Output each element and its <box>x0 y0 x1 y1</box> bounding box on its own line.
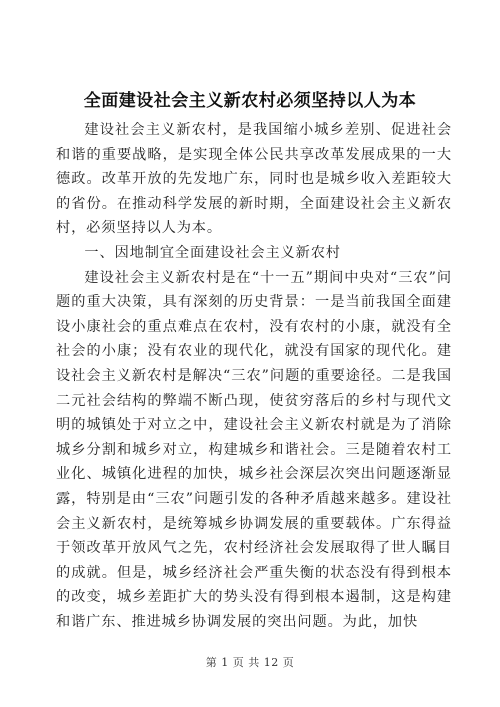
intro-paragraph: 建设社会主义新农村，是我国缩小城乡差别、促进社会和谐的重要战略，是实现全体公民共享改革发展成果的一大德政。改革开放的先发地广东，同时也是城乡收入差距较大的省份。在推动科学发展的新时期，全面建设社会主义新农村，必须坚持以人为本。 <box>56 122 452 237</box>
document-title: 全面建设社会主义新农村必须坚持以人为本 <box>83 91 417 111</box>
section-heading: 一、因地制宜全面建设社会主义新农村 <box>84 244 341 261</box>
page-number-footer: 第 1 页 共 12 页 <box>205 656 295 669</box>
body-paragraph: 建设社会主义新农村是在“十一五”期间中央对“三农”问题的重大决策，具有深刻的历史背景：一是当前我国全面建设小康社会的重点难点在农村，没有农村的小康，就没有全社会的小康；没有农业的现代化，就没有国家的现代化。建设社会主义新农村是解决“三农”问题的重要途径。二是我国二元社会结构的弊端不断凸现，使贫穷落后的乡村与现代文明的城镇处于对立之中，建设社会主义新农村就是为了消除城乡分割和城乡对立，构建城乡和谐社会。三是随着农村工业化、城镇化进程的加快，城乡社会深层次突出问题逐渐显露，特别是由“三农”问题引发的各种矛盾越来越多。建设社会主义新农村，是统筹城乡协调发展的重要载体。广东得益于领改革开放风气之先，农村经济社会发展取得了世人瞩目的成就。但是，城乡经济社会严重失衡的状态没有得到根本的改变，城乡差距扩大的势头没有得到根本遏制，这是构建和谐广东、推进城乡协调发展的突出问题。为此，加快 <box>56 269 452 630</box>
document-body <box>56 118 452 634</box>
